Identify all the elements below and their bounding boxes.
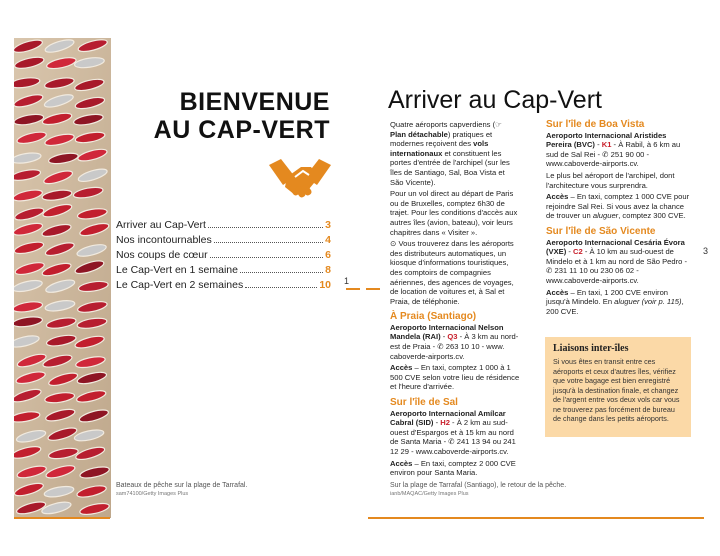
folio-bar-right	[366, 288, 380, 290]
toc-item[interactable]	[116, 219, 331, 234]
map-icon: ☞	[495, 120, 502, 129]
toc-item[interactable]	[116, 249, 331, 264]
section-heading-praia: À Praia (Santiago)	[390, 311, 477, 323]
toc-leader	[245, 287, 317, 288]
intro-paragraph: Pour un vol direct au départ de Paris ou de Bruxelles, comptez 6h30 de trajet. Pour les conditions d'accès aux autres îles (avion, bateau), voir leurs chapitres dans « Visiter ».	[390, 189, 518, 237]
info-box-text: Si vous êtes en transit entre ces aéroports et ceux d'autres îles, vérifiez que votre bagage est bien enregistré jusqu'à la destination finale, et changez de l'argent entre vos deux vols car vous ne trouverez pas forcément de bureau de change dans les petits aéroports.	[553, 357, 680, 423]
caption-text: Sur la plage de Tarrafal (Santiago), le retour de la pêche.	[390, 482, 567, 489]
section-heading-boavista: Sur l'île de Boa Vista	[546, 119, 645, 130]
toc-leader	[210, 257, 324, 258]
photo-caption-left	[116, 481, 296, 499]
info-box-title: Liaisons inter-îles	[553, 343, 629, 354]
page-number-right: 3	[703, 246, 709, 256]
atm-icon: ⊙	[390, 239, 399, 249]
bottom-accent-left	[14, 517, 110, 519]
airport-access: Accès – En taxi, 1 200 CVE environ jusqu'à Mindelo. En aluguer (voir p. 115), 200 CVE.	[546, 287, 684, 316]
toc-label: Nos coups de cœur	[116, 249, 208, 261]
toc-page: 3	[325, 219, 331, 231]
column-left	[390, 120, 520, 480]
toc-label: Le Cap-Vert en 2 semaines	[116, 279, 244, 291]
page-title: Arriver au Cap-Vert	[388, 86, 602, 114]
phone-icon: ✆	[448, 437, 457, 447]
airport-description: Le plus bel aéroport de l'archipel, dont l'architecture vous surprendra.	[546, 170, 675, 190]
photo-caption-right	[390, 481, 610, 499]
airport-entry: Aeroporto Internacional Amílcar Cabral (SID) - H2 - À 2 km au sud-ouest d'Espargos et à 15 km au nord de Santa Maria - ✆ 241 13 94 ou 241 12 29 - www.caboverde-airports.cv.	[390, 408, 516, 456]
airport-access: Accès – En taxi, comptez 1 000 à 1 500 CVE selon votre lieu de résidence et l'heure d'arrivée.	[390, 363, 520, 392]
intro-paragraph: Quatre aéroports capverdiens (☞ Plan détachable) pratiques et modernes reçoivent des vols internationaux et constituent les portes d'entrée de l'archipel (sur les îles de Santiago, Sal, Boa Vista et São Vicente).	[390, 120, 510, 187]
toc-item[interactable]	[116, 234, 331, 249]
bottom-accent-right	[368, 517, 704, 519]
toc-label: Nos incontournables	[116, 234, 212, 246]
phone-icon: ✆	[602, 149, 611, 159]
photo-credit: ianb/MAQAC/Getty Images Plus	[390, 491, 469, 497]
toc-leader	[240, 272, 323, 273]
toc-label: Le Cap-Vert en 1 semaine	[116, 264, 238, 276]
table-of-contents	[116, 219, 331, 294]
page-number-left: 1	[344, 276, 350, 286]
photo-credit: sam74100/Getty Images Plus	[116, 491, 189, 497]
toc-page: 6	[325, 249, 331, 261]
section-heading-sal: Sur l'île de Sal	[390, 397, 458, 409]
intro-paragraph: ⊙ Vous trouverez dans les aéroports des distributeurs automatiques, un kiosque d'informations touristiques, des comptoirs de compagnies aériennes, des agences de voyages, de location de voitures et, à Sal et Praia, de téléphonie.	[390, 239, 514, 306]
phone-icon: ✆	[437, 342, 446, 352]
toc-item[interactable]	[116, 264, 331, 279]
handshake-icon	[265, 155, 335, 205]
info-box-liaisons	[545, 337, 691, 437]
phone-icon: ✆	[546, 266, 555, 276]
folio-bar-left	[346, 288, 360, 290]
airport-access: Accès – En taxi, comptez 1 000 CVE pour rejoindre Sal Rei. Si vous avez la chance de trouver un aluguer, comptez 300 CVE.	[546, 192, 690, 221]
section-heading-saovicente: Sur l'île de São Vicente	[546, 225, 656, 237]
airport-entry: Aeroporto Internacional Aristides Pereira (BVC) - K1 - À Rabil, à 6 km au sud de Sal Rei - ✆ 251 90 00 - www.caboverde-airports.cv.	[546, 130, 681, 169]
airport-access: Accès – En taxi, comptez 2 000 CVE environ pour Santa Maria.	[390, 458, 516, 478]
beach-boats-photo	[14, 38, 111, 518]
toc-page: 10	[319, 279, 331, 291]
toc-leader	[208, 227, 323, 228]
toc-label: Arriver au Cap-Vert	[116, 219, 206, 231]
caption-text: Bateaux de pêche sur la plage de Tarrafal.	[116, 482, 248, 489]
toc-page: 4	[325, 234, 331, 246]
toc-item[interactable]	[116, 279, 331, 294]
toc-leader	[214, 242, 323, 243]
airport-entry: Aeroporto Internacional Nelson Mandela (RAI) - Q3 - À 3 km au nord-est de Praia - ✆ 263 10 10 - www. caboverde-airports.cv.	[390, 322, 519, 361]
column-right	[546, 120, 690, 318]
airport-entry: Aeroporto Internacional Cesária Évora (VXE) - C2 - À 10 km au sud-ouest de Mindelo et à 1 km au nord de São Pedro - ✆ 231 11 10 ou 230 06 02 - www.caboverde-airports.cv.	[546, 237, 687, 285]
welcome-title: BIENVENUE AU CAP-VERT	[153, 88, 330, 144]
toc-page: 8	[325, 264, 331, 276]
